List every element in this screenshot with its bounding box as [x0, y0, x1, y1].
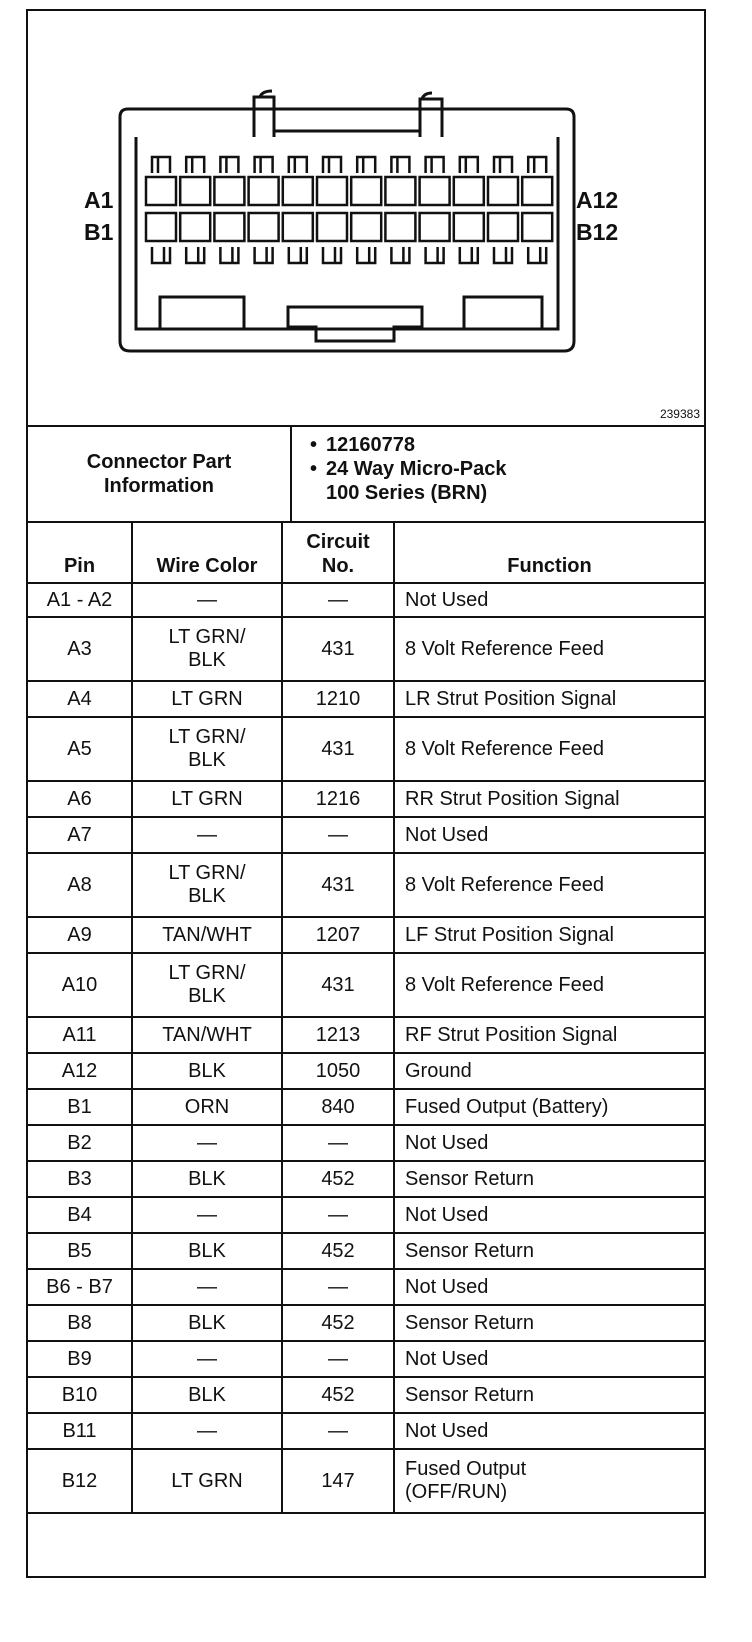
function-cell: 8 Volt Reference Feed [394, 717, 704, 781]
wire-color-cell: ORN [132, 1089, 282, 1125]
pin-cell: A5 [28, 717, 132, 781]
wire-color-cell: BLK [132, 1377, 282, 1413]
function-cell: Sensor Return [394, 1377, 704, 1413]
wire-color-cell: BLK [132, 1305, 282, 1341]
pin-cell: B9 [28, 1341, 132, 1377]
circuit-cell: 452 [282, 1305, 394, 1341]
function-cell: Not Used [394, 1341, 704, 1377]
circuit-cell: 1207 [282, 917, 394, 953]
cavity-latch-b2 [186, 247, 204, 263]
cavity-b9 [420, 213, 450, 241]
pin-cell: A10 [28, 953, 132, 1017]
function-cell: Not Used [394, 817, 704, 853]
pin-cell: A12 [28, 1053, 132, 1089]
pin-cell: B1 [28, 1089, 132, 1125]
cavity-latch-a8 [391, 157, 409, 173]
wire-color-cell: TAN/WHT [132, 917, 282, 953]
pin-cell: B5 [28, 1233, 132, 1269]
connector-diagram [28, 11, 704, 427]
circuit-cell: — [282, 1413, 394, 1449]
cavity-a10 [454, 177, 484, 205]
function-cell: Not Used [394, 583, 704, 617]
table-row [28, 617, 704, 681]
cavity-latch-a10 [460, 157, 478, 173]
cavity-b1 [146, 213, 176, 241]
cavity-latch-a3 [220, 157, 238, 173]
table-row [28, 1377, 704, 1413]
info-part-number: • 12160778 [310, 433, 704, 457]
cavity-a5 [283, 177, 313, 205]
cavity-a8 [385, 177, 415, 205]
pinout-rows [28, 583, 704, 1513]
table-row [28, 1197, 704, 1233]
pin-cell: A4 [28, 681, 132, 717]
table-row [28, 1161, 704, 1197]
wire-color-cell: BLK [132, 1233, 282, 1269]
cavity-latch-a7 [357, 157, 375, 173]
table-row [28, 917, 704, 953]
function-cell: Ground [394, 1053, 704, 1089]
wire-color-cell: BLK [132, 1161, 282, 1197]
cavity-latch-b7 [357, 247, 375, 263]
cavity-a7 [351, 177, 381, 205]
info-list [292, 427, 704, 521]
cavity-b4 [249, 213, 279, 241]
cavity-latch-a12 [528, 157, 546, 173]
table-row [28, 1233, 704, 1269]
cavity-latch-a9 [426, 157, 444, 173]
cavity-b10 [454, 213, 484, 241]
wire-color-cell: LT GRN/ BLK [132, 953, 282, 1017]
table-row [28, 1053, 704, 1089]
cavity-latch-a4 [255, 157, 273, 173]
table-row [28, 1305, 704, 1341]
cavity-b11 [488, 213, 518, 241]
table-row [28, 781, 704, 817]
pin-cell: B6 - B7 [28, 1269, 132, 1305]
pin-cell: B2 [28, 1125, 132, 1161]
wire-color-cell: LT GRN [132, 781, 282, 817]
cavity-b8 [385, 213, 415, 241]
cavity-latch-b5 [289, 247, 307, 263]
cavity-latch-a1 [152, 157, 170, 173]
cavity-latch-a2 [186, 157, 204, 173]
circuit-cell: 431 [282, 717, 394, 781]
function-cell: LR Strut Position Signal [394, 681, 704, 717]
cavity-b12 [522, 213, 552, 241]
wire-color-cell: — [132, 1341, 282, 1377]
terminal-cavities [146, 157, 552, 263]
circuit-cell: 431 [282, 853, 394, 917]
pin-cell: B4 [28, 1197, 132, 1233]
circuit-cell: 147 [282, 1449, 394, 1513]
table-row [28, 853, 704, 917]
function-cell: 8 Volt Reference Feed [394, 617, 704, 681]
connector-part-info [28, 427, 704, 523]
circuit-cell: — [282, 817, 394, 853]
pin-cell: A7 [28, 817, 132, 853]
circuit-cell: 840 [282, 1089, 394, 1125]
circuit-cell: 452 [282, 1161, 394, 1197]
cavity-latch-b4 [255, 247, 273, 263]
header-circuit: Circuit No. [282, 523, 394, 583]
cavity-b7 [351, 213, 381, 241]
circuit-cell: — [282, 1269, 394, 1305]
label-b12: B12 [576, 219, 619, 245]
table-row [28, 681, 704, 717]
circuit-cell: — [282, 1341, 394, 1377]
wire-color-cell: — [132, 817, 282, 853]
wire-color-cell: TAN/WHT [132, 1017, 282, 1053]
function-cell: Fused Output (Battery) [394, 1089, 704, 1125]
label-a12: A12 [576, 187, 619, 213]
pin-cell: A8 [28, 853, 132, 917]
function-cell: LF Strut Position Signal [394, 917, 704, 953]
cavity-a3 [214, 177, 244, 205]
wire-color-cell: — [132, 583, 282, 617]
cavity-a9 [420, 177, 450, 205]
wire-color-cell: LT GRN [132, 1449, 282, 1513]
function-cell: Sensor Return [394, 1161, 704, 1197]
cavity-b6 [317, 213, 347, 241]
wire-color-cell: LT GRN/ BLK [132, 617, 282, 681]
pinout-table [28, 523, 704, 1514]
header-function: Function [394, 523, 704, 583]
circuit-cell: 452 [282, 1377, 394, 1413]
figure-number: 239383 [659, 407, 700, 421]
table-row [28, 1413, 704, 1449]
function-cell: Not Used [394, 1413, 704, 1449]
function-cell: Sensor Return [394, 1305, 704, 1341]
function-cell: Fused Output (OFF/RUN) [394, 1449, 704, 1513]
cavity-latch-b12 [528, 247, 546, 263]
table-row [28, 1089, 704, 1125]
circuit-cell: 1210 [282, 681, 394, 717]
cavity-a1 [146, 177, 176, 205]
function-cell: 8 Volt Reference Feed [394, 853, 704, 917]
label-b1: B1 [84, 219, 114, 245]
wire-color-cell: LT GRN/ BLK [132, 717, 282, 781]
cavity-latch-a6 [323, 157, 341, 173]
function-cell: Not Used [394, 1269, 704, 1305]
label-a1: A1 [84, 187, 114, 213]
info-title: Connector Part Information [28, 427, 292, 521]
pin-cell: B8 [28, 1305, 132, 1341]
table-row [28, 1017, 704, 1053]
cavity-latch-b3 [220, 247, 238, 263]
function-cell: 8 Volt Reference Feed [394, 953, 704, 1017]
wire-color-cell: BLK [132, 1053, 282, 1089]
table-row [28, 717, 704, 781]
connector-document [26, 9, 706, 1578]
cavity-latch-b1 [152, 247, 170, 263]
circuit-cell: — [282, 1125, 394, 1161]
cavity-a12 [522, 177, 552, 205]
table-row [28, 583, 704, 617]
function-cell: RR Strut Position Signal [394, 781, 704, 817]
circuit-cell: 1050 [282, 1053, 394, 1089]
cavity-b3 [214, 213, 244, 241]
pin-cell: A6 [28, 781, 132, 817]
cavity-latch-b6 [323, 247, 341, 263]
cavity-a4 [249, 177, 279, 205]
wire-color-cell: LT GRN/ BLK [132, 853, 282, 917]
table-row [28, 1449, 704, 1513]
function-cell: Sensor Return [394, 1233, 704, 1269]
wire-color-cell: LT GRN [132, 681, 282, 717]
pin-cell: A3 [28, 617, 132, 681]
info-description: • 24 Way Micro-Pack 100 Series (BRN) [310, 457, 704, 505]
wire-color-cell: — [132, 1125, 282, 1161]
table-row [28, 1269, 704, 1305]
wire-color-cell: — [132, 1269, 282, 1305]
pin-cell: B12 [28, 1449, 132, 1513]
function-cell: RF Strut Position Signal [394, 1017, 704, 1053]
function-cell: Not Used [394, 1125, 704, 1161]
cavity-latch-b8 [391, 247, 409, 263]
header-wire-color: Wire Color [132, 523, 282, 583]
table-row [28, 817, 704, 853]
cavity-latch-a5 [289, 157, 307, 173]
pin-cell: A11 [28, 1017, 132, 1053]
pin-cell: B3 [28, 1161, 132, 1197]
circuit-cell: 1216 [282, 781, 394, 817]
circuit-cell: 452 [282, 1233, 394, 1269]
connector-face-drawing [28, 11, 704, 425]
wire-color-cell: — [132, 1413, 282, 1449]
table-row [28, 1125, 704, 1161]
circuit-cell: 1213 [282, 1017, 394, 1053]
pin-cell: B11 [28, 1413, 132, 1449]
function-cell: Not Used [394, 1197, 704, 1233]
cavity-latch-b9 [426, 247, 444, 263]
table-row [28, 953, 704, 1017]
cavity-b2 [180, 213, 210, 241]
cavity-a2 [180, 177, 210, 205]
table-row [28, 1341, 704, 1377]
circuit-cell: 431 [282, 617, 394, 681]
circuit-cell: — [282, 1197, 394, 1233]
cavity-latch-a11 [494, 157, 512, 173]
cavity-latch-b11 [494, 247, 512, 263]
header-pin: Pin [28, 523, 132, 583]
circuit-cell: 431 [282, 953, 394, 1017]
pin-cell: B10 [28, 1377, 132, 1413]
wire-color-cell: — [132, 1197, 282, 1233]
cavity-b5 [283, 213, 313, 241]
circuit-cell: — [282, 583, 394, 617]
pin-cell: A1 - A2 [28, 583, 132, 617]
cavity-latch-b10 [460, 247, 478, 263]
cavity-a6 [317, 177, 347, 205]
cavity-a11 [488, 177, 518, 205]
pin-cell: A9 [28, 917, 132, 953]
